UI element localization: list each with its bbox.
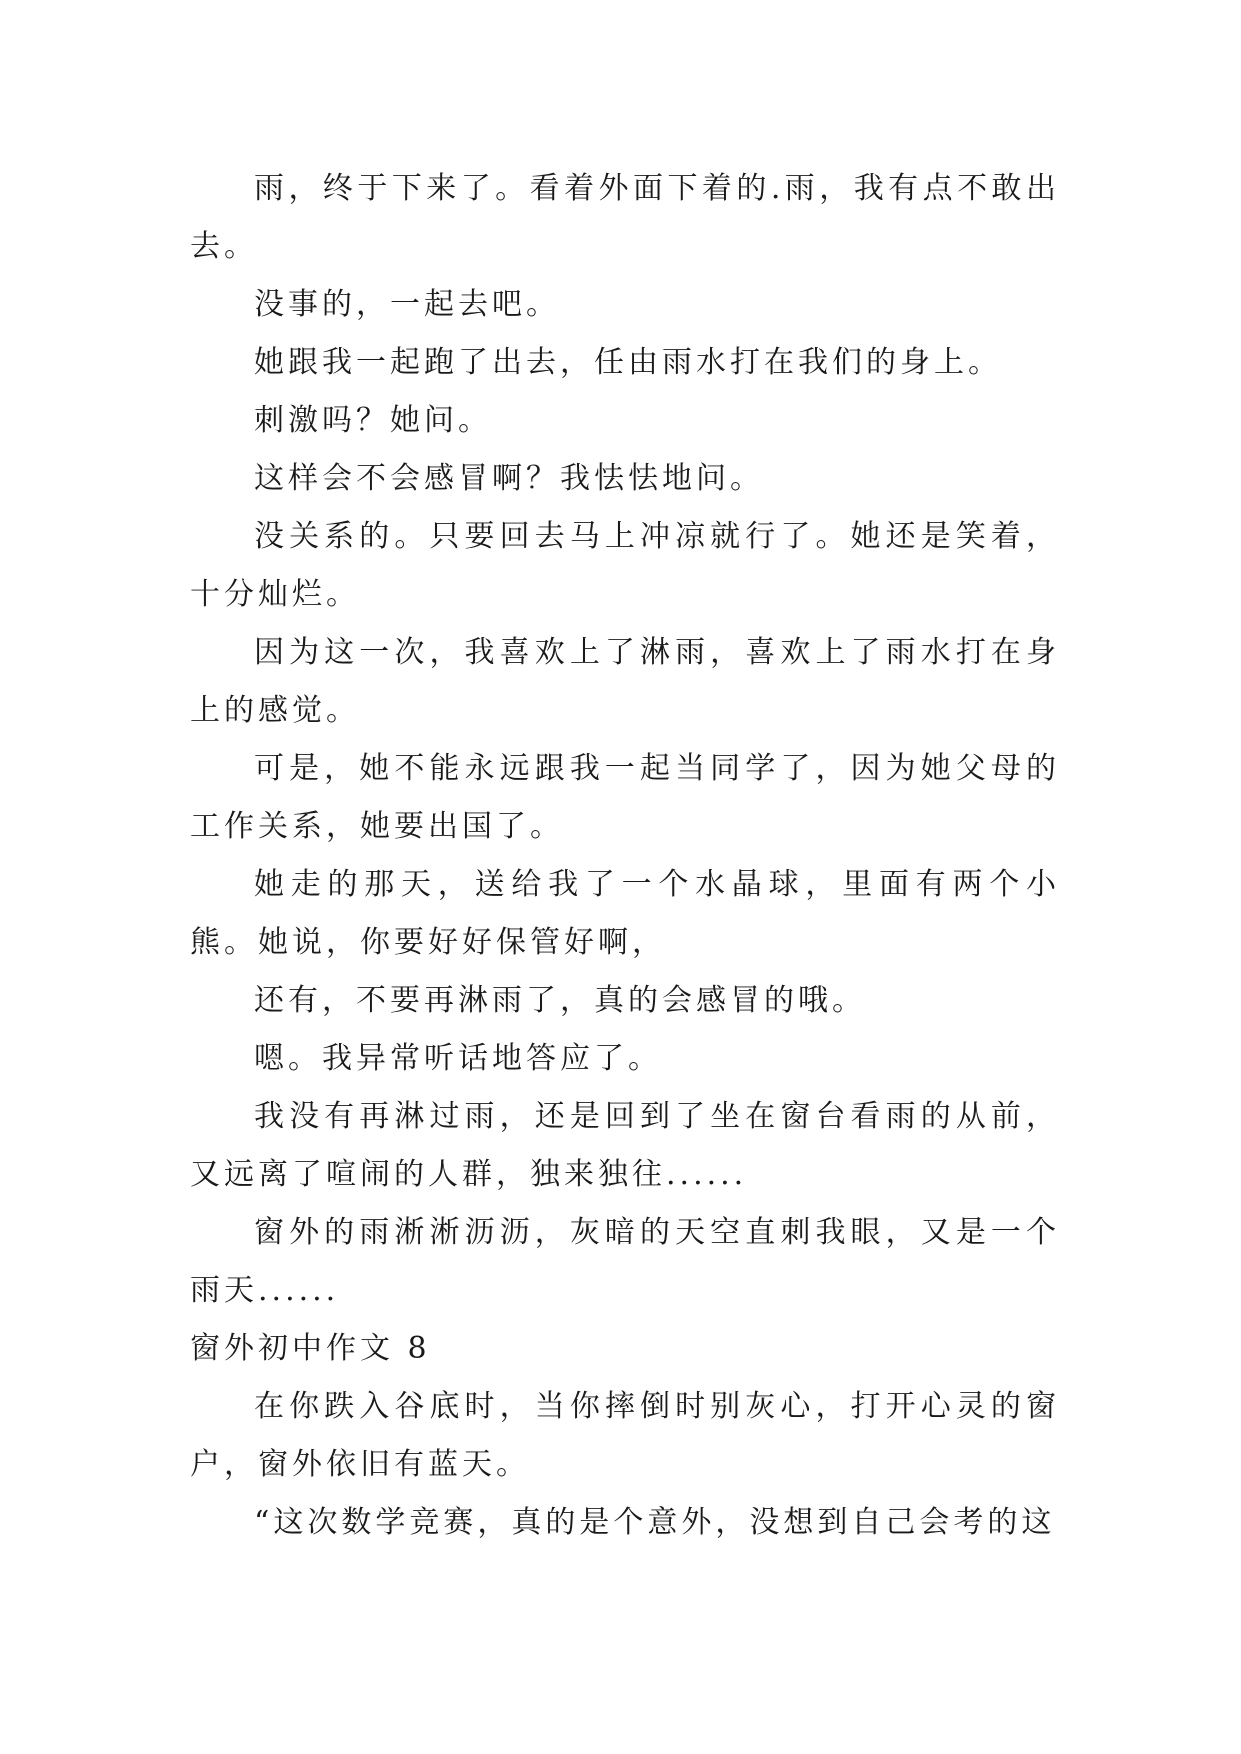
paragraph: “这次数学竞赛，真的是个意外，没想到自己会考的这 xyxy=(254,1505,1056,1540)
paragraph: 窗外的雨淅淅沥沥，灰暗的天空直刺我眼，又是一个雨天...... xyxy=(190,1215,1060,1308)
paragraph: 刺激吗？她问。 xyxy=(254,403,492,438)
paragraph: 这样会不会感冒啊？我怯怯地问。 xyxy=(254,461,764,496)
paragraph: 嗯。我异常听话地答应了。 xyxy=(254,1041,662,1076)
paragraph: 她跟我一起跑了出去，任由雨水打在我们的身上。 xyxy=(254,345,1002,380)
paragraph: 可是，她不能永远跟我一起当同学了，因为她父母的工作关系，她要出国了。 xyxy=(190,751,1060,844)
paragraph: 她走的那天，送给我了一个水晶球，里面有两个小熊。她说，你要好好保管好啊， xyxy=(190,867,1060,960)
paragraph: 没关系的。只要回去马上冲凉就行了。她还是笑着，十分灿烂。 xyxy=(190,519,1060,612)
paragraph: 在你跌入谷底时，当你摔倒时别灰心，打开心灵的窗户，窗外依旧有蓝天。 xyxy=(190,1389,1060,1482)
paragraph: 因为这一次，我喜欢上了淋雨，喜欢上了雨水打在身上的感觉。 xyxy=(190,635,1060,728)
paragraph: 没事的，一起去吧。 xyxy=(254,287,560,322)
section-heading: 窗外初中作文 8 xyxy=(190,1331,431,1366)
paragraph: 我没有再淋过雨，还是回到了坐在窗台看雨的从前，又远离了喧闹的人群，独来独往...... xyxy=(190,1099,1060,1192)
paragraph: 还有，不要再淋雨了，真的会感冒的哦。 xyxy=(254,983,866,1018)
paragraph: 雨，终于下来了。看着外面下着的.雨，我有点不敢出去。 xyxy=(190,171,1060,264)
document-page xyxy=(190,160,1060,1552)
